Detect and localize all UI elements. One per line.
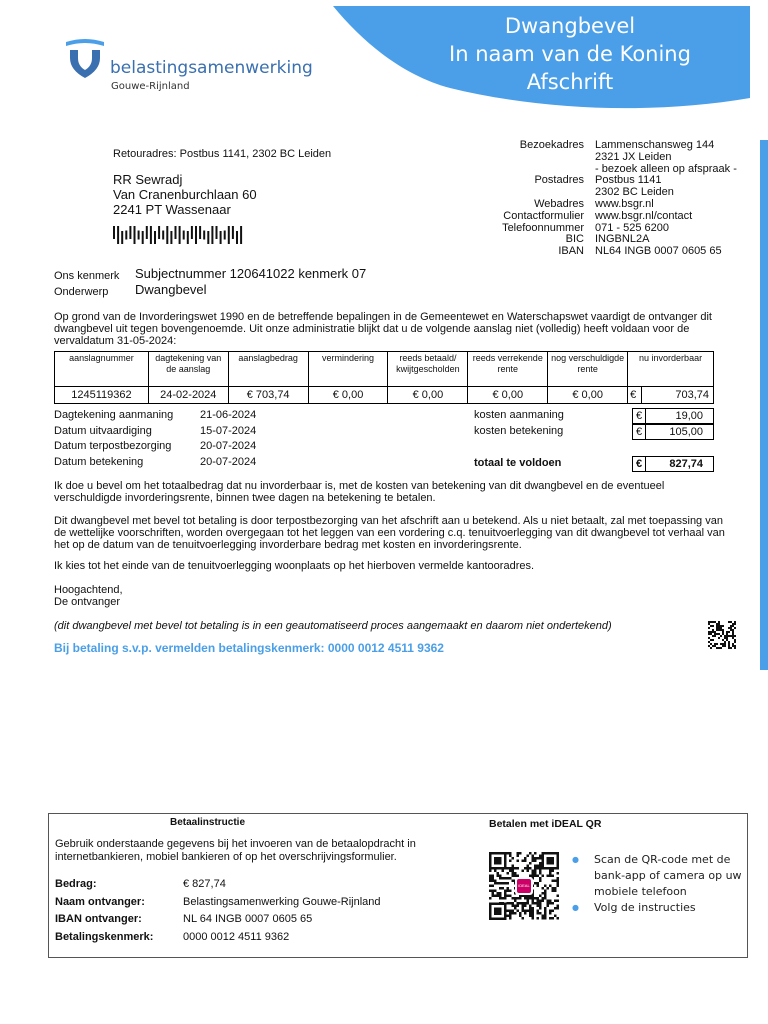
webadres-link[interactable]: www.bsgr.nl xyxy=(595,197,654,210)
contactformulier-link[interactable]: www.bsgr.nl/contact xyxy=(595,209,693,222)
ideal-badge: iDEAL xyxy=(515,877,533,895)
return-address: Retouradres: Postbus 1141, 2302 BC Leiden xyxy=(113,148,332,160)
assessment-table xyxy=(54,351,714,404)
payment-labels: Bedrag: Naam ontvanger: IBAN ontvanger: Betalingskenmerk: xyxy=(55,878,154,943)
payment-values: € 827,74 Belastingsamenwerking Gouwe-Rijnland NL 64 INGB 0007 0605 65 0000 0012 4511 9362 xyxy=(183,878,381,943)
body-paragraph-2: Dit dwangbevel met bevel tot betaling is door terpostbezorging van het afschrift aan u betekend. Als u niet betaalt, zal met toepassing van de wettelijke voorschriften, worden overgegaan tot het leggen van een vordering c.q. tenuitvoerlegging van dit dwangbevel tot verhaal van het op de datum van de tenuitvoerlegging invorderbare bedrag met kosten en invorderingsrente. xyxy=(54,515,725,552)
automated-note: (dit dwangbevel met bevel tot betaling is in een geautomatiseerd proces aangemaakt en daarom niet ondertekend) xyxy=(54,620,612,632)
cost-aanmaning-label: kosten aanmaning xyxy=(474,409,564,421)
ideal-qr-code[interactable] xyxy=(489,852,559,925)
ideal-step-1: ● Scan de QR-code met de bank-app of camera op uw mobiele telefoon xyxy=(572,852,752,900)
logo-subname: Gouwe-Rijnland xyxy=(111,81,190,92)
addressee-city: 2241 PT Wassenaar xyxy=(113,202,231,217)
total-box: € 827,74 xyxy=(632,456,714,472)
cost-betekening-box: € 105,00 xyxy=(632,424,714,440)
datamatrix-code xyxy=(708,621,736,649)
table-header-row: aanslagnummer dagtekening van de aanslag aanslagbedrag vermindering reeds betaald/ kwijtgescholden reeds verrekende rente nog verschuldigde rente nu invorderbaar xyxy=(55,352,714,387)
reference-values xyxy=(135,266,366,298)
body-paragraph-3: Ik kies tot het einde van de tenuitvoerlegging woonplaats op het hierboven vermelde kantooradres. xyxy=(54,560,535,572)
payment-instructions: Gebruik onderstaande gegevens bij het invoeren van de betaalopdracht in internetbankieren, mobiel bankieren of op het overschrijvingsformulier. xyxy=(55,838,416,863)
payment-reference: Bij betaling s.v.p. vermelden betalingskenmerk: 0000 0012 4511 9362 xyxy=(54,641,444,655)
ideal-title: Betalen met iDEAL QR xyxy=(489,818,602,830)
addressee-block xyxy=(113,172,257,217)
side-accent-bar xyxy=(760,140,768,670)
contact-values: Lammenschansweg 144 2321 JX Leiden - bezoek alleen op afspraak - Postbus 1141 2302 BC Leiden www.bsgr.nl www.bsgr.nl/contact 071 - 525 6200 INGBNL2A NL64 INGB 0007 0605 65 xyxy=(595,139,737,258)
body-paragraph-1: Ik doe u bevel om het totaalbedrag dat nu invorderbaar is, met de kosten van betekening van dit dwangbevel en de eventueel verschuldigde invorderingsrente, binnen twee dagen na betekening te betalen. xyxy=(54,480,665,505)
closing: Hoogachtend, De ontvanger xyxy=(54,584,123,609)
addressee-name: RR Sewradj xyxy=(113,172,183,187)
ideal-step-2: ● Volg de instructies xyxy=(572,900,752,916)
date-values: 21-06-2024 15-07-2024 20-07-2024 20-07-2024 xyxy=(200,409,257,469)
payment-box-title: Betaalinstructie xyxy=(170,817,246,828)
ideal-instructions xyxy=(572,852,752,916)
onderwerp-value: Dwangbevel xyxy=(135,282,207,297)
addressee-street: Van Cranenburchlaan 60 xyxy=(113,187,257,202)
table-row: 1245119362 24-02-2024 € 703,74 € 0,00 € 0,00 € 0,00 € 0,00 € 703,74 xyxy=(55,387,714,404)
cost-aanmaning-box: € 19,00 xyxy=(632,408,714,424)
contact-labels: Bezoekadres Postadres Webadres Contactformulier Telefoonnummer BIC IBAN xyxy=(502,139,584,258)
reference-labels: Ons kenmerk Onderwerp xyxy=(54,270,120,298)
date-labels: Dagtekening aanmaning Datum uitvaardiging Datum terpostbezorging Datum betekening xyxy=(54,409,174,469)
kenmerk-value: Subjectnummer 120641022 kenmerk 07 xyxy=(135,266,367,281)
shield-logo-icon xyxy=(64,36,106,80)
cost-betekening-label: kosten betekening xyxy=(474,425,564,437)
total-label: totaal te voldoen xyxy=(474,457,562,469)
intro-paragraph: Op grond van de Invorderingswet 1990 en de betreffende bepalingen in de Gemeentewet en Waterschapswet vaardigt de ontvanger dit dwangbevel uit tegen bovengenoemde. Uit onze administratie blijkt dat u de volgende aanslag niet (volledig) heeft voldaan voor de vervaldatum 31-05-2024: xyxy=(54,311,712,348)
postal-barcode xyxy=(113,226,247,244)
document-title: Dwangbevel In naam van de Koning Afschrift xyxy=(449,14,691,94)
logo-name: belastingsamenwerking xyxy=(110,58,313,78)
